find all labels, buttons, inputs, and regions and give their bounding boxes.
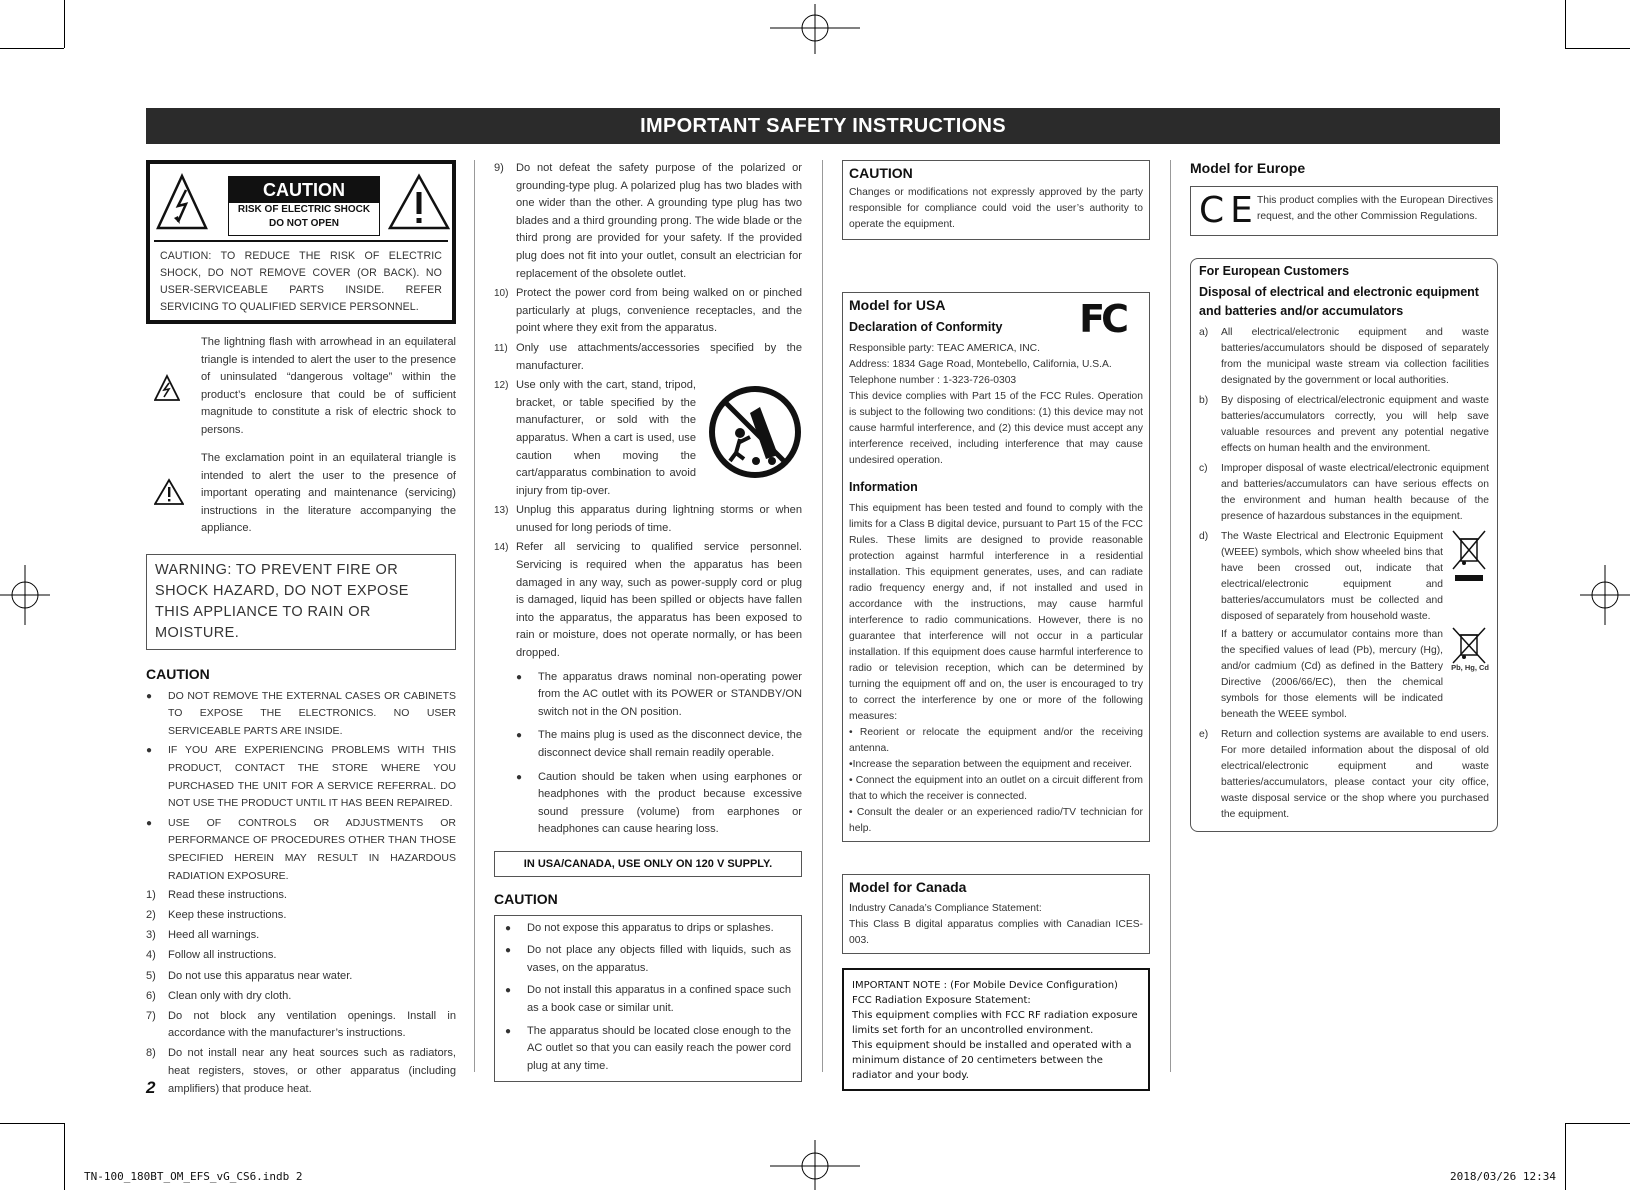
doc-title: Declaration of Conformity <box>849 320 1003 334</box>
important-note-box <box>842 968 1150 1091</box>
caution-box-text: CAUTION: TO REDUCE THE RISK OF ELECTRIC SHOCK, DO NOT REMOVE COVER (OR BACK). NO USER-SERVICEABLE PARTS INSIDE. REFER SERVICING TO QUALIFIED SERVICE PERSONNEL. <box>160 250 442 313</box>
measure-item: • Reorient or relocate the equipment and/or the receiving antenna. <box>849 727 1143 754</box>
list-item: ● The mains plug is used as the disconnect device, the disconnect device shall remain readily operable. <box>516 729 802 759</box>
list-item: b) By disposing of electrical/electronic equipment and waste batteries/accumulators correctly, you will help save valuable resources and prevent any potential negative effects on human health and the environment. <box>1199 395 1489 454</box>
weee-bin-icon <box>1451 627 1487 667</box>
caution-label <box>228 176 380 236</box>
list-item: ● The apparatus draws nominal non-operating power from the AC outlet with its POWER or STANDBY/ON switch not in the ON position. <box>516 670 802 718</box>
caution-label-line2: DO NOT OPEN <box>268 218 339 229</box>
instruction-item: 10) Protect the power cord from being walked on or pinched particularly at plugs, convenience receptacles, and the point where they exit from the apparatus. <box>494 287 802 335</box>
measure-item: • Consult the dealer or an experienced radio/TV technician for help. <box>849 807 1143 834</box>
usa-supply-notice: IN USA/CANADA, USE ONLY ON 120 V SUPPLY. <box>494 851 802 877</box>
measure-item: •Increase the separation between the equipment and receiver. <box>849 759 1132 770</box>
canada-title: Model for Canada <box>849 879 967 895</box>
list-item: ● DO NOT REMOVE THE EXTERNAL CASES OR CABINETS TO EXPOSE THE ELECTRONICS. NO USER SERVICEABLE PARTS ARE INSIDE. <box>146 689 456 737</box>
instruction-item: 7) Do not block any ventilation openings. Install in accordance with the manufacturer’s instructions. <box>146 1009 456 1040</box>
responsible-party: Responsible party: TEAC AMERICA, INC. <box>849 343 1040 354</box>
list-item: d) The Waste Electrical and Electronic Equipment (WEEE) symbols, which show wheeled bins that have been crossed out, indicate that electrical/electronic equipment and batteries/accumulators must be collected and disposed of separately from household waste. <box>1199 529 1489 625</box>
european-customers-box <box>1190 258 1498 832</box>
list-item: ● Caution should be taken when using earphones or headphones with the product because excessive sound pressure (volume) from earphones or headphones can cause hearing loss. <box>516 770 802 836</box>
registration-mark-left <box>0 565 50 625</box>
instruction-item: 5) Do not use this apparatus near water. <box>146 969 353 982</box>
list-item: If a battery or accumulator contains more than the specified values of lead (Pb), mercury (Hg), and/or cadmium (Cd) as defined in the Battery Directive (2006/66/EC), then the chemical symbols for those elements will be indicated beneath the WEEE symbol. Pb, Hg, Cd <box>1221 629 1489 720</box>
list-item: ● The apparatus should be located close enough to the AC outlet so that you can easily reach the power cord plug at any time. <box>505 1024 791 1072</box>
registration-mark-top <box>770 4 860 54</box>
info-title: Information <box>849 480 918 494</box>
usa-title: Model for USA <box>849 297 946 313</box>
usa-model-box <box>842 292 1150 842</box>
page-number: 2 <box>146 1078 156 1097</box>
list-item: ● USE OF CONTROLS OR ADJUSTMENTS OR PERFORMANCE OF PROCEDURES OTHER THAN THOSE SPECIFIED HEREIN MAY RESULT IN HAZARDOUS RADIATION EXPOSURE. <box>146 816 456 882</box>
crop-mark <box>1565 0 1566 48</box>
page-title: IMPORTANT SAFETY INSTRUCTIONS <box>146 108 1500 144</box>
crop-mark <box>64 1123 65 1190</box>
exclamation-text: The exclamation point in an equilateral triangle is intended to alert the user to the presence of important operating and maintenance (servicing) instructions in the literature accompanying the appliance. <box>201 452 456 535</box>
instruction-item: 8) Do not install near any heat sources such as radiators, heat registers, stoves, or other apparatus (including amplifiers) that produce heat. <box>146 1047 456 1095</box>
caution-label-title: CAUTION <box>229 177 379 203</box>
instruction-item: 4) Follow all instructions. <box>146 949 277 962</box>
column-divider <box>822 160 823 1072</box>
cart-tip-over-warning-icon <box>708 385 802 479</box>
lightning-explanation <box>146 334 456 436</box>
info-text: This equipment has been tested and found to comply with the limits for a Class B digital device, pursuant to Part 15 of the FCC Rules. These limits are designed to provide reasonable protection against harmful interference in a residential installation. This equipment generates, uses, and can radiate radio frequency energy and, if not installed and used in accordance with the instructions, may cause harmful interference to radio communications. However, there is no guarantee that interference will not occur in a particular installation. If this equipment does cause harmful interference to radio or television reception, which can be determined by turning the equipment off and on, the user is encouraged to try to correct the interference by one or more of the following measures: <box>849 503 1143 722</box>
fcc-logo: FC <box>1079 297 1125 341</box>
caution-heading: CAUTION <box>494 890 558 907</box>
crop-mark <box>64 0 65 48</box>
fcc-compliance-text: This device complies with Part 15 of the FCC Rules. Operation is subject to the following two conditions: (1) this device may not cause harmful interference, and (2) this device must accept any interference received, including interference that may cause undesired operation. <box>849 391 1143 466</box>
caution-list-box <box>494 915 802 1083</box>
disposal-title: Disposal of electrical and electronic equipment and batteries and/or accumulators <box>1199 285 1479 318</box>
ce-box <box>1190 186 1498 236</box>
registration-mark-bottom <box>770 1140 860 1190</box>
exclamation-warning-icon <box>154 478 184 506</box>
footer-timestamp: 2018/03/26 12:34 <box>1450 1170 1556 1183</box>
europe-title: Model for Europe <box>1190 160 1306 176</box>
instruction-item: 13) Unplug this apparatus during lightning storms or when unused for long periods of time. <box>494 504 802 534</box>
list-item: e) Return and collection systems are available to end users. For more detailed information about the disposal of old electrical/electronic equipment and waste batteries/accumulators, please contact your city office, waste disposal service or the shop where you purchased the equipment. <box>1199 729 1489 820</box>
crop-mark <box>0 1123 64 1124</box>
note-line: This equipment complies with FCC RF radiation exposure limits set forth for an uncontrolled environment. <box>852 1010 1138 1036</box>
chemical-symbols-label: Pb, Hg, Cd <box>1451 663 1489 672</box>
measure-item: • Connect the equipment into an outlet on a circuit different from that to which the receiver is connected. <box>849 775 1143 802</box>
crop-mark <box>1565 1123 1566 1190</box>
instruction-item: 14) Refer all servicing to qualified service personnel. Servicing is required when the apparatus has been damaged in any way, such as power-supply cord or plug is damaged, liquid has been spilled or objects have fallen into the apparatus, the apparatus has been exposed to rain or moisture, does not operate normally, or has been dropped. <box>494 541 802 660</box>
note-line: IMPORTANT NOTE : (For Mobile Device Configuration) <box>852 980 1118 991</box>
crop-mark <box>1565 1123 1630 1124</box>
exclamation-explanation <box>146 450 456 538</box>
exclamation-warning-icon <box>388 172 450 232</box>
instruction-item: 1) Read these instructions. <box>146 889 288 902</box>
lightning-warning-icon <box>154 374 180 402</box>
lightning-text: The lightning flash with arrowhead in an equilateral triangle is intended to alert the user to the presence of uninsulated “dangerous voltage” within the product’s enclosure that could be of sufficient magnitude to constitute a risk of electric shock to persons. <box>201 336 456 436</box>
note-line: This equipment should be installed and operated with a minimum distance of 20 centimeters between the radiator and your body. <box>852 1040 1132 1081</box>
crop-mark <box>0 48 64 49</box>
list-item: ● Do not place any objects filled with liquids, such as vases, on the apparatus. <box>505 944 791 974</box>
canada-line: Industry Canada’s Compliance Statement: <box>849 903 1042 914</box>
instruction-item: 3) Heed all warnings. <box>146 929 260 942</box>
caution-title: CAUTION <box>849 165 913 181</box>
caution-heading: CAUTION <box>146 666 210 682</box>
caution-label-line1: RISK OF ELECTRIC SHOCK <box>237 204 371 215</box>
instruction-item: 9) Do not defeat the safety purpose of the polarized or grounding-type plug. A polarized plug has two blades with one wider than the other. A grounding type plug has two blades and a third grounding prong. The wide blade or the third prong are provided for your safety. If the provided plug does not fit into your outlet, consult an electrician for replacement of the obsolete outlet. <box>494 162 802 280</box>
customers-title: For European Customers <box>1199 264 1350 278</box>
column-2 <box>494 160 802 1082</box>
address: Address: 1834 Gage Road, Montebello, California, U.S.A. <box>849 359 1112 370</box>
note-line: FCC Radiation Exposure Statement: <box>852 995 1031 1006</box>
column-divider <box>1170 160 1171 1072</box>
ce-text: This product complies with the European Directives request, and the other Commission Regulations. <box>1257 195 1493 222</box>
caution-label-box <box>146 160 456 324</box>
canada-line: This Class B digital apparatus complies with Canadian ICES-003. <box>849 919 1143 946</box>
instruction-item: 6) Clean only with dry cloth. <box>146 989 292 1002</box>
list-item: ● IF YOU ARE EXPERIENCING PROBLEMS WITH THIS PRODUCT, CONTACT THE STORE WHERE YOU PURCHASED THE UNIT FOR A SERVICE REFERRAL. DO NOT USE THE PRODUCT UNTIL IT HAS BEEN REPAIRED. <box>146 744 456 810</box>
list-item: ● Do not install this apparatus in a confined space such as a book case or similar unit. <box>505 984 791 1014</box>
list-item: a) All electrical/electronic equipment and waste batteries/accumulators should be disposed of separately from the municipal waste stream via collection facilities designated by the government or local authorities. <box>1199 327 1489 386</box>
instruction-item: 11) Only use attachments/accessories specified by the manufacturer. <box>494 341 802 372</box>
caution-text: Changes or modifications not expressly approved by the party responsible for compliance could void the user’s authority to operate the equipment. <box>849 187 1143 230</box>
instruction-item: 12) Use only with the cart, stand, tripod, bracket, or table specified by the manufacturer, or sold with the apparatus. When a cart is used, use caution when moving the cart/apparatus combination to avoid injury from tip-over. <box>494 377 802 500</box>
column-1 <box>146 160 456 1100</box>
column-divider <box>474 160 475 1072</box>
crop-mark <box>1565 48 1630 49</box>
ce-logo: CE <box>1199 190 1259 231</box>
column-4 <box>1190 160 1498 832</box>
telephone: Telephone number : 1-323-726-0303 <box>849 375 1017 386</box>
caution-box <box>842 160 1150 240</box>
weee-bin-icon <box>1451 529 1487 583</box>
registration-mark-right <box>1580 565 1630 625</box>
list-item: c) Improper disposal of waste electrical/electronic equipment and batteries/accumulators can have serious effects on the environment and human health because of the presence of hazardous substances in the equipment. <box>1199 463 1489 522</box>
column-3 <box>842 160 1150 1091</box>
canada-model-box <box>842 874 1150 954</box>
list-item: ● Do not expose this apparatus to drips or splashes. <box>505 921 774 934</box>
warning-box: WARNING: TO PREVENT FIRE OR SHOCK HAZARD, DO NOT EXPOSE THIS APPLIANCE TO RAIN OR MOISTURE. <box>146 554 456 650</box>
lightning-warning-icon <box>156 172 208 232</box>
footer-file-info: TN-100_180BT_OM_EFS_vG_CS6.indb 2 <box>84 1170 303 1183</box>
instruction-item: 2) Keep these instructions. <box>146 909 287 922</box>
